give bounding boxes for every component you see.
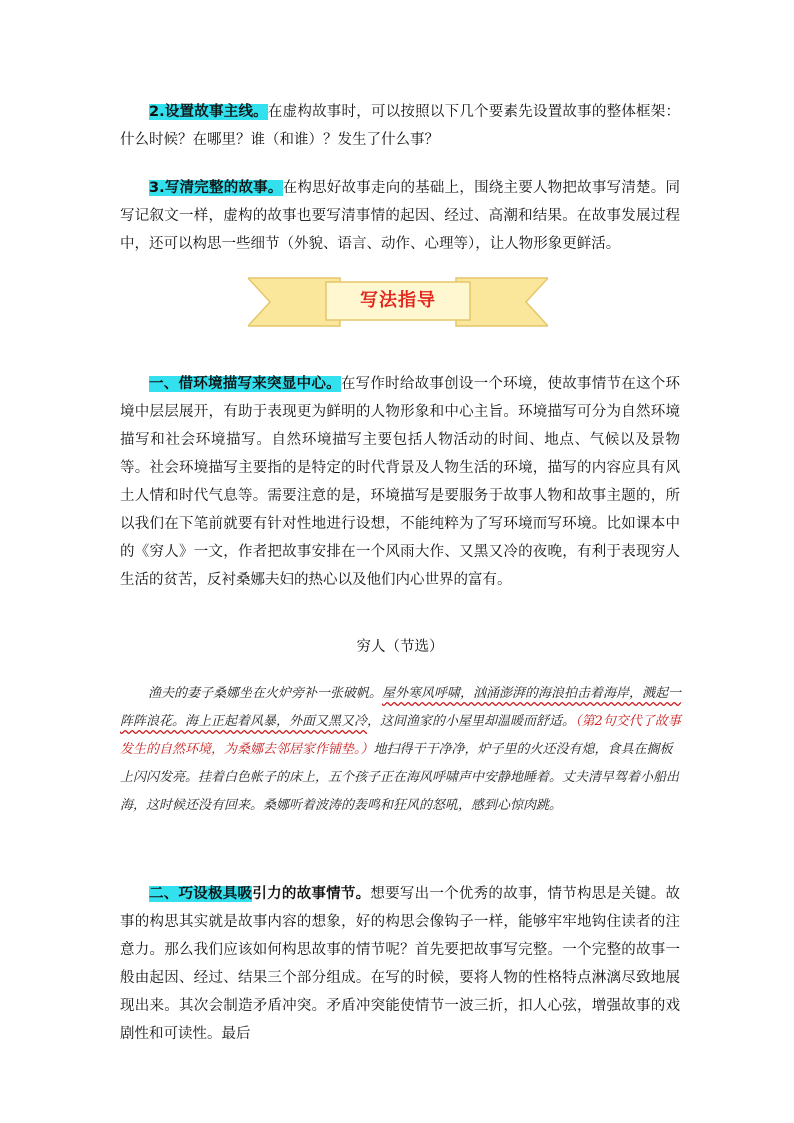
section-heading: 3.写清完整的故事。 <box>149 180 283 196</box>
section-set-storyline <box>120 98 680 154</box>
section-heading: 一、借环境描写来突显中心。 <box>149 376 341 392</box>
excerpt-text: 渔夫的妻子桑娜坐在火炉旁补一张破帆。 <box>148 686 383 701</box>
section-environment-description <box>120 370 680 594</box>
excerpt-text: 地扫得干干净净，炉子里的火还没有熄，食具在搁板上闪闪发亮。挂着白色帐子的床上，五个孩子正在海风呼啸声中安静地睡着。丈夫清早驾着小船出海，这时候还没有回来。桑娜听着波涛的轰鸣和狂风的怒吼，感到心惊肉跳。 <box>120 742 680 813</box>
section-body: 想要写出一个优秀的故事，情节构思是关键。故事的构思其实就是故事内容的想象，好的构思会像钩子一样，能够牢牢地钩住读者的注意力。那么我们应该如何构思故事的情节呢？首先要把故事写完整。一个完整的故事一般由起因、经过、结果三个部分组成。在写的时候，要将人物的性格特点淋漓尽致地展现出来。其次会制造矛盾冲突。矛盾冲突能使情节一波三折，扣人心弦，增强故事的戏剧性和可读性。最后 <box>120 886 681 1042</box>
section-heading: 2.设置故事主线。 <box>149 104 268 120</box>
section-heading-rest: 引力的故事情节。 <box>252 886 371 902</box>
section-heading: 二、巧设极具吸 <box>149 886 253 902</box>
section-complete-story <box>120 174 680 258</box>
excerpt-underlined-text: 屋外寒风呼啸，汹涌澎湃的海浪拍击着海岸，溅起一阵阵浪花。海上正起着风暴，外面又黑又冷 <box>120 686 682 729</box>
excerpt-text: ，这间渔家的小屋里却温暖而舒适。 <box>367 714 576 729</box>
excerpt-annotation: （第2句交代了故事发生的自然环境，为桑娜去邻居家作铺垫。） <box>120 714 681 757</box>
banner-title: 写法指导 <box>360 290 436 311</box>
section-body: 在写作时给故事创设一个环境，使故事情节在这个环境中层层展开，有助于表现更为鲜明的人物形象和中心主旨。环境描写可分为自然环境描写和社会环境描写。自然环境描写主要包括人物活动的时间、地点、气候以及景物等。社会环境描写主要指的是特定的时代背景及人物生活的环境，描写的内容应具有风土人情和时代气息等。需要注意的是，环境描写是要服务于故事人物和故事主题的，所以我们在下笔前就要有针对性地进行设想，不能纯粹为了写环境而写环境。比如课本中的《穷人》一文，作者把故事安排在一个风雨大作、又黑又冷的夜晚，有利于表现穷人生活的贫苦，反衬桑娜夫妇的热心以及他们内心世界的富有。 <box>120 376 680 588</box>
excerpt-title: 穷人（节选） <box>356 639 444 655</box>
writing-guide-banner <box>248 270 548 334</box>
section-body: 在构思好故事走向的基础上，围绕主要人物把故事写清楚。同写记叙文一样，虚构的故事也要写清事情的起因、经过、高潮和结果。在故事发展过程中，还可以构思一些细节（外貌、语言、动作、心理等），让人物形象更鲜活。 <box>120 180 680 252</box>
section-attractive-plot <box>120 880 680 1048</box>
excerpt-passage <box>120 680 682 820</box>
section-body: 在虚构故事时，可以按照以下几个要素先设置故事的整体框架：什么时候？在哪里？谁（和谁）？发生了什么事？ <box>120 104 680 148</box>
